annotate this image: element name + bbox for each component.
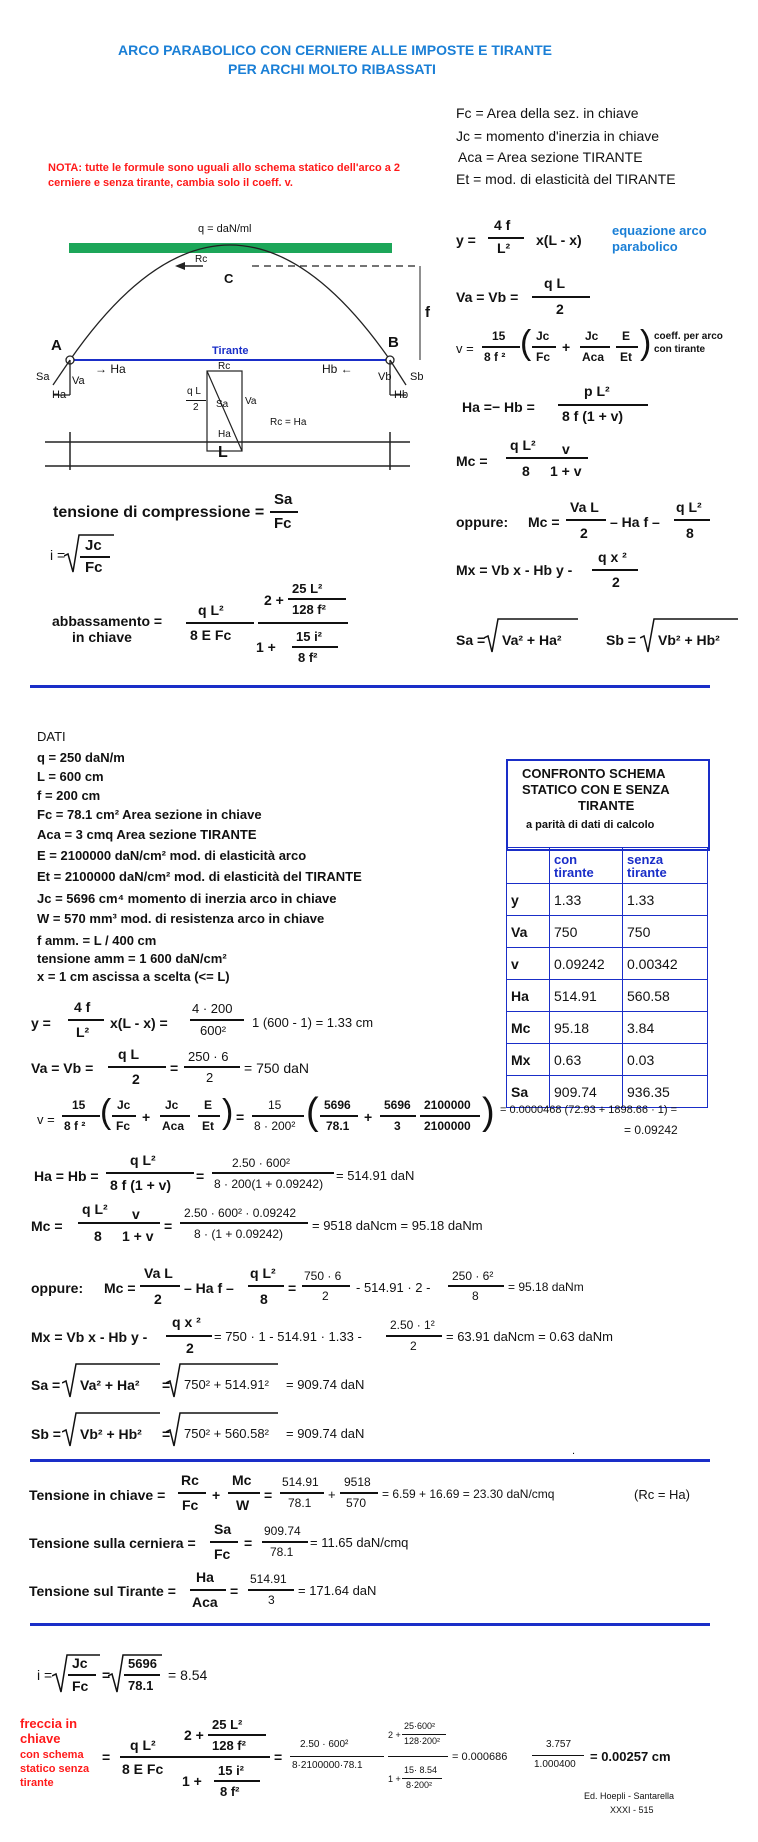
f-sb-lhs: Sb = — [606, 632, 636, 648]
f-abb-25: 25 L² — [292, 581, 323, 596]
col1-h1: con — [554, 851, 578, 867]
tri-2: 2 — [193, 402, 199, 413]
c-y-n: 4 f — [74, 999, 91, 1015]
table-row: Sa 909.74 936.35 — [507, 1076, 708, 1108]
f-opp-n1: Va L — [570, 499, 599, 515]
f-v-num: 15 — [492, 329, 506, 343]
tri-sa: Sa — [216, 399, 229, 410]
arch-curve — [70, 245, 390, 360]
c-va-d2: 2 — [206, 1070, 214, 1085]
c-v-res1: = 0.0000468 (72.93 + 1898.66 · 1) = — [500, 1104, 678, 1116]
c-y-res: 1 (600 - 1) = 1.33 cm — [252, 1015, 374, 1030]
c-v-res2: = 0.09242 — [624, 1123, 678, 1137]
f-v-jc2: Jc — [585, 329, 599, 343]
c-opp-res: = 95.18 daNm — [508, 1280, 584, 1294]
c-y-d2: 600² — [200, 1023, 227, 1038]
fr-lbl-2: chiave — [20, 1731, 61, 1746]
c-label: C — [224, 271, 234, 286]
footer-page: XXXI - 515 — [610, 1805, 654, 1815]
f-abb-1: abbassamento = — [52, 613, 163, 629]
c-va-n: q L — [118, 1046, 139, 1062]
divider-1 — [30, 685, 710, 688]
f-opp-mid: – Ha f – — [610, 514, 660, 530]
f-va-den: 2 — [556, 301, 564, 317]
c-va-res: = 750 daN — [244, 1060, 309, 1076]
t-cern-lbl: Tensione sulla cerniera = — [29, 1535, 196, 1551]
f-va-lhs: Va = Vb = — [456, 289, 519, 305]
c-mx-res: = 63.91 daNcm = 0.63 daNm — [446, 1329, 613, 1344]
fr-lbl-3: con schema — [20, 1749, 84, 1761]
f-v-aca: Aca — [582, 350, 605, 364]
dati-w: W = 570 mm³ mod. di resistenza arco in chiave — [37, 911, 325, 926]
dati-x: x = 1 cm ascissa a scelta (<= L) — [37, 969, 230, 984]
f-mx-den: 2 — [612, 574, 620, 590]
table-row: Mx 0.63 0.03 — [507, 1044, 708, 1076]
fr-lbl-5: tirante — [20, 1777, 54, 1789]
dati-f: f = 200 cm — [37, 788, 101, 803]
c-sa-res: = 909.74 daN — [286, 1377, 365, 1392]
c-va-lhs: Va = Vb = — [31, 1060, 94, 1076]
tri-rc: Rc — [218, 361, 231, 372]
f-v-e: E — [622, 329, 631, 343]
f-y-den: L² — [497, 240, 511, 256]
tri-ql: q L — [187, 386, 201, 397]
f-va-num: q L — [544, 275, 565, 291]
f-mc-d1: 8 — [522, 463, 530, 479]
hb-arrow-label: Hb ← — [322, 362, 353, 376]
c-y-n2: 4 · 200 — [192, 1001, 233, 1016]
dati-fc: Fc = 78.1 cm² Area sezione in chiave — [37, 807, 262, 822]
v-note-2: con tirante — [654, 344, 706, 355]
dati-q: q = 250 daN/m — [37, 750, 125, 765]
f-i-lhs: i = — [50, 547, 66, 563]
table-title-3: TIRANTE — [578, 798, 635, 813]
vb-label: Vb — [378, 371, 392, 383]
f-i-num: Jc — [85, 537, 102, 554]
f-abb-n1: q L² — [198, 602, 224, 618]
c-y-d: L² — [76, 1024, 90, 1040]
eq-note-1: equazione arco — [612, 223, 707, 238]
divider-2 — [30, 1459, 710, 1462]
dati-l: L = 600 cm — [37, 769, 104, 784]
c-mx-lhs: Mx = Vb x - Hb y - — [31, 1329, 148, 1345]
c-ha-lhs: Ha = Hb = — [34, 1168, 99, 1184]
legend-aca: Aca = Area sezione TIRANTE — [458, 149, 643, 165]
f-ha-den: 8 f (1 + v) — [562, 408, 624, 424]
f-sa-rad: Va² + Ha² — [502, 632, 562, 648]
table-title-2: STATICO CON E SENZA — [522, 782, 670, 797]
f-v-den: 8 f ² — [484, 350, 506, 364]
table-row: y 1.33 1.33 — [507, 884, 708, 916]
table-row: Mc 95.18 3.84 — [507, 1012, 708, 1044]
c-mc-res: = 9518 daNcm = 95.18 daNm — [312, 1218, 483, 1233]
f-opp-d2: 8 — [686, 525, 694, 541]
tirante-label: Tirante — [212, 345, 249, 357]
dati-aca: Aca = 3 cmq Area sezione TIRANTE — [37, 827, 257, 842]
sb-label: Sb — [410, 371, 424, 383]
compare-table — [506, 847, 708, 1108]
t-tir-res: = 171.64 daN — [298, 1583, 377, 1598]
c-va-d: 2 — [132, 1071, 140, 1087]
c-v-lhs: v = — [37, 1112, 55, 1127]
sa-label: Sa — [36, 371, 50, 383]
c-ha-res: = 514.91 daN — [336, 1168, 415, 1183]
eq-note-2: parabolico — [612, 239, 678, 254]
ha-arrow-label: → Ha — [95, 362, 126, 376]
f-label: f — [425, 304, 430, 321]
f-opp-d1: 2 — [580, 525, 588, 541]
tri-va: Va — [245, 396, 257, 407]
title-line1: ARCO PARABOLICO CON CERNIERE ALLE IMPOSTE E TIRANTE — [118, 42, 553, 58]
f-mx-lhs: Mx = Vb x - Hb y - — [456, 562, 573, 578]
f-mx-num: q x ² — [598, 549, 627, 565]
col2-h1: senza — [627, 851, 664, 867]
f-sb-rad: Vb² + Hb² — [658, 632, 720, 648]
f-y-rhs: x(L - x) — [536, 232, 582, 248]
c-y-x: x(L - x) = — [110, 1015, 168, 1031]
legend-fc: Fc = Area della sez. in chiave — [456, 105, 639, 121]
c-y-lhs: y = — [31, 1015, 51, 1031]
table-row: v 0.09242 0.00342 — [507, 948, 708, 980]
f-opp: oppure: — [456, 514, 509, 530]
l-label: L — [218, 444, 228, 461]
dati-e: E = 2100000 daN/cm² mod. di elasticità arco — [37, 848, 307, 863]
paren-r: ) — [640, 324, 652, 362]
ha-label: Ha — [52, 389, 67, 401]
dati-title: DATI — [37, 729, 66, 744]
paren-l: ( — [520, 324, 532, 362]
c-sb-res: = 909.74 daN — [286, 1426, 365, 1441]
f-ha-lhs: Ha =− Hb = — [462, 399, 535, 415]
f-mc-n2: v — [562, 441, 570, 457]
table-title-1: CONFRONTO SCHEMA — [522, 766, 666, 781]
f-y-num: 4 f — [494, 217, 511, 233]
col1-h2: tirante — [554, 864, 594, 880]
legend-et: Et = mod. di elasticità del TIRANTE — [456, 171, 676, 187]
f-opp-mc: Mc = — [528, 514, 560, 530]
dati-jc: Jc = 5696 cm⁴ momento di inerzia arco in chiave — [37, 891, 337, 906]
f-i-den: Fc — [85, 559, 103, 576]
load-label: q = daN/ml — [198, 223, 252, 235]
table-row: Va 750 750 — [507, 916, 708, 948]
hb-label: Hb — [394, 389, 409, 401]
f-abb-15: 15 i² — [296, 629, 323, 644]
rc-label: Rc — [195, 254, 208, 265]
f-comp-num: Sa — [274, 491, 293, 508]
b-label: B — [388, 334, 399, 351]
f-mc-lhs: Mc = — [456, 453, 488, 469]
f-mc-n1: q L² — [510, 437, 536, 453]
f-v-lhs: v = — [456, 341, 474, 356]
rc-ha-label: Rc = Ha — [270, 417, 307, 428]
t-tir-lbl: Tensione sul Tirante = — [29, 1583, 176, 1599]
f-sa-lhs: Sa = — [456, 632, 486, 648]
f-abb-128: 128 f² — [292, 602, 326, 617]
f-v-jc: Jc — [536, 329, 550, 343]
f-abb-2: in chiave — [72, 629, 132, 645]
f-mc-d2: 1 + v — [550, 463, 582, 479]
f-abb-1p: 1 + — [256, 639, 276, 655]
final-result: = 0.00257 cm — [590, 1749, 671, 1764]
title-line2: PER ARCHI MOLTO RIBASSATI — [228, 61, 436, 77]
t-chiave-res: = 6.59 + 16.69 = 23.30 daN/cmq — [382, 1487, 555, 1501]
fr-lbl-1: freccia in — [20, 1716, 78, 1731]
f-v-et: Et — [620, 350, 632, 364]
f-opp-n2: q L² — [676, 499, 702, 515]
table-row: Ha 514.91 560.58 — [507, 980, 708, 1012]
divider-3 — [30, 1623, 710, 1626]
dati-et: Et = 2100000 daN/cm² mod. di elasticità del TIRANTE — [37, 869, 362, 884]
t-chiave-lbl: Tensione in chiave = — [29, 1487, 166, 1503]
note-line2: cerniere e senza tirante, cambia solo il coeff. v. — [48, 177, 293, 189]
a-label: A — [51, 337, 62, 354]
col2-h2: tirante — [627, 864, 667, 880]
f-y-lhs: y = — [456, 232, 476, 248]
f-v-fc: Fc — [536, 350, 551, 364]
t-cern-res: = 11.65 daN/cmq — [310, 1535, 409, 1550]
dati-tens: tensione amm = 1 600 daN/cm² — [37, 951, 227, 966]
dati-famm: f amm. = L / 400 cm — [37, 933, 157, 948]
va-label: Va — [72, 375, 85, 387]
f-ha-num: p L² — [584, 383, 610, 399]
f-comp-den: Fc — [274, 515, 292, 532]
c-mc-lhs: Mc = — [31, 1218, 63, 1234]
tri-ha: Ha — [218, 429, 231, 440]
f-abb-8: 8 f² — [298, 650, 318, 665]
f-abb-d1: 8 E Fc — [190, 627, 232, 643]
c-va-n2: 250 · 6 — [188, 1049, 229, 1064]
table-subtitle: a parità di dati di calcolo — [526, 819, 655, 831]
f-abb-2p: 2 + — [264, 592, 284, 608]
f-comp-lhs: tensione di compressione = — [53, 504, 265, 521]
footer-publisher: Ed. Hoepli - Santarella — [584, 1791, 675, 1801]
note-line1: NOTA: tutte le formule sono uguali allo schema statico dell'arco a 2 — [48, 162, 401, 174]
v-note-1: coeff. per arco — [654, 331, 723, 342]
legend-jc: Jc = momento d'inerzia in chiave — [456, 128, 660, 144]
fr-lbl-4: statico senza — [20, 1763, 90, 1775]
